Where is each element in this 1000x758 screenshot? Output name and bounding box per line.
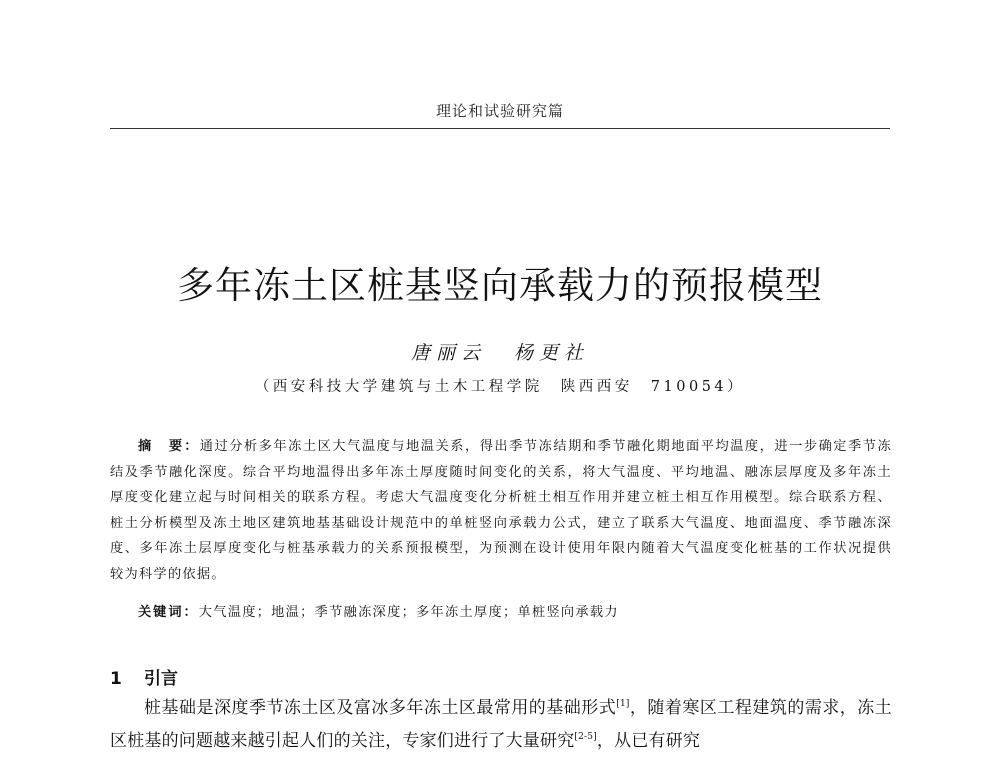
- section-title: 引言: [144, 669, 178, 689]
- citation-ref: [1]: [616, 699, 630, 709]
- keywords-text: 大气温度；地温；季节融冻深度；多年冻土厚度；单桩竖向承载力: [198, 605, 619, 620]
- body-text-part: ，随着寒区工程建筑的需求，冻土区桩基的问题越来越引起人们的关注，专家们进行了大量研究: [110, 698, 892, 751]
- running-header: 理论和试验研究篇: [435, 102, 564, 120]
- paper-title: 多年冻土区桩基竖向承载力的预报模型: [177, 264, 823, 307]
- section-number: 1: [110, 669, 122, 689]
- abstract: [110, 434, 892, 587]
- body-paragraph: [110, 692, 892, 758]
- abstract-text: 通过分析多年冻土区大气温度与地温关系，得出季节冻结期和季节融化期地面平均温度，进一步确定季节冻结及季节融化深度。综合平均地温得出多年冻土厚度随时间变化的关系，将大气温度、平均地温、融冻层厚度及多年冻土厚度变化建立起与时间相关的联系方程。考虑大气温度变化分析桩土相互作用并建立桩土相互作用模型。综合联系方程、桩土分析模型及冻土地区建筑地基基础设计规范中的单桩竖向承载力公式，建立了联系大气温度、地面温度、季节融冻深度、多年冻土层厚度变化与桩基承载力的关系预报模型，为预测在设计使用年限内随着大气温度变化桩基的工作状况提供较为科学的依据。: [110, 439, 892, 582]
- keywords: [138, 601, 892, 620]
- author-name: 唐丽云: [410, 342, 486, 364]
- affiliation: （西安科技大学建筑与土木工程学院 陕西西安 710054）: [254, 379, 746, 395]
- header-rule: [110, 128, 890, 129]
- citation-ref: [2-5]: [574, 732, 597, 742]
- authors: [0, 338, 1000, 365]
- body-text-part: ，从已有研究: [596, 731, 701, 751]
- author-name: 杨更社: [514, 342, 590, 364]
- abstract-label: 摘 要：: [138, 439, 200, 454]
- section-heading: [110, 664, 178, 689]
- keywords-label: 关键词：: [138, 605, 199, 620]
- body-text-part: 桩基础是深度季节冻土区及富冰多年冻土区最常用的基础形式: [144, 698, 617, 718]
